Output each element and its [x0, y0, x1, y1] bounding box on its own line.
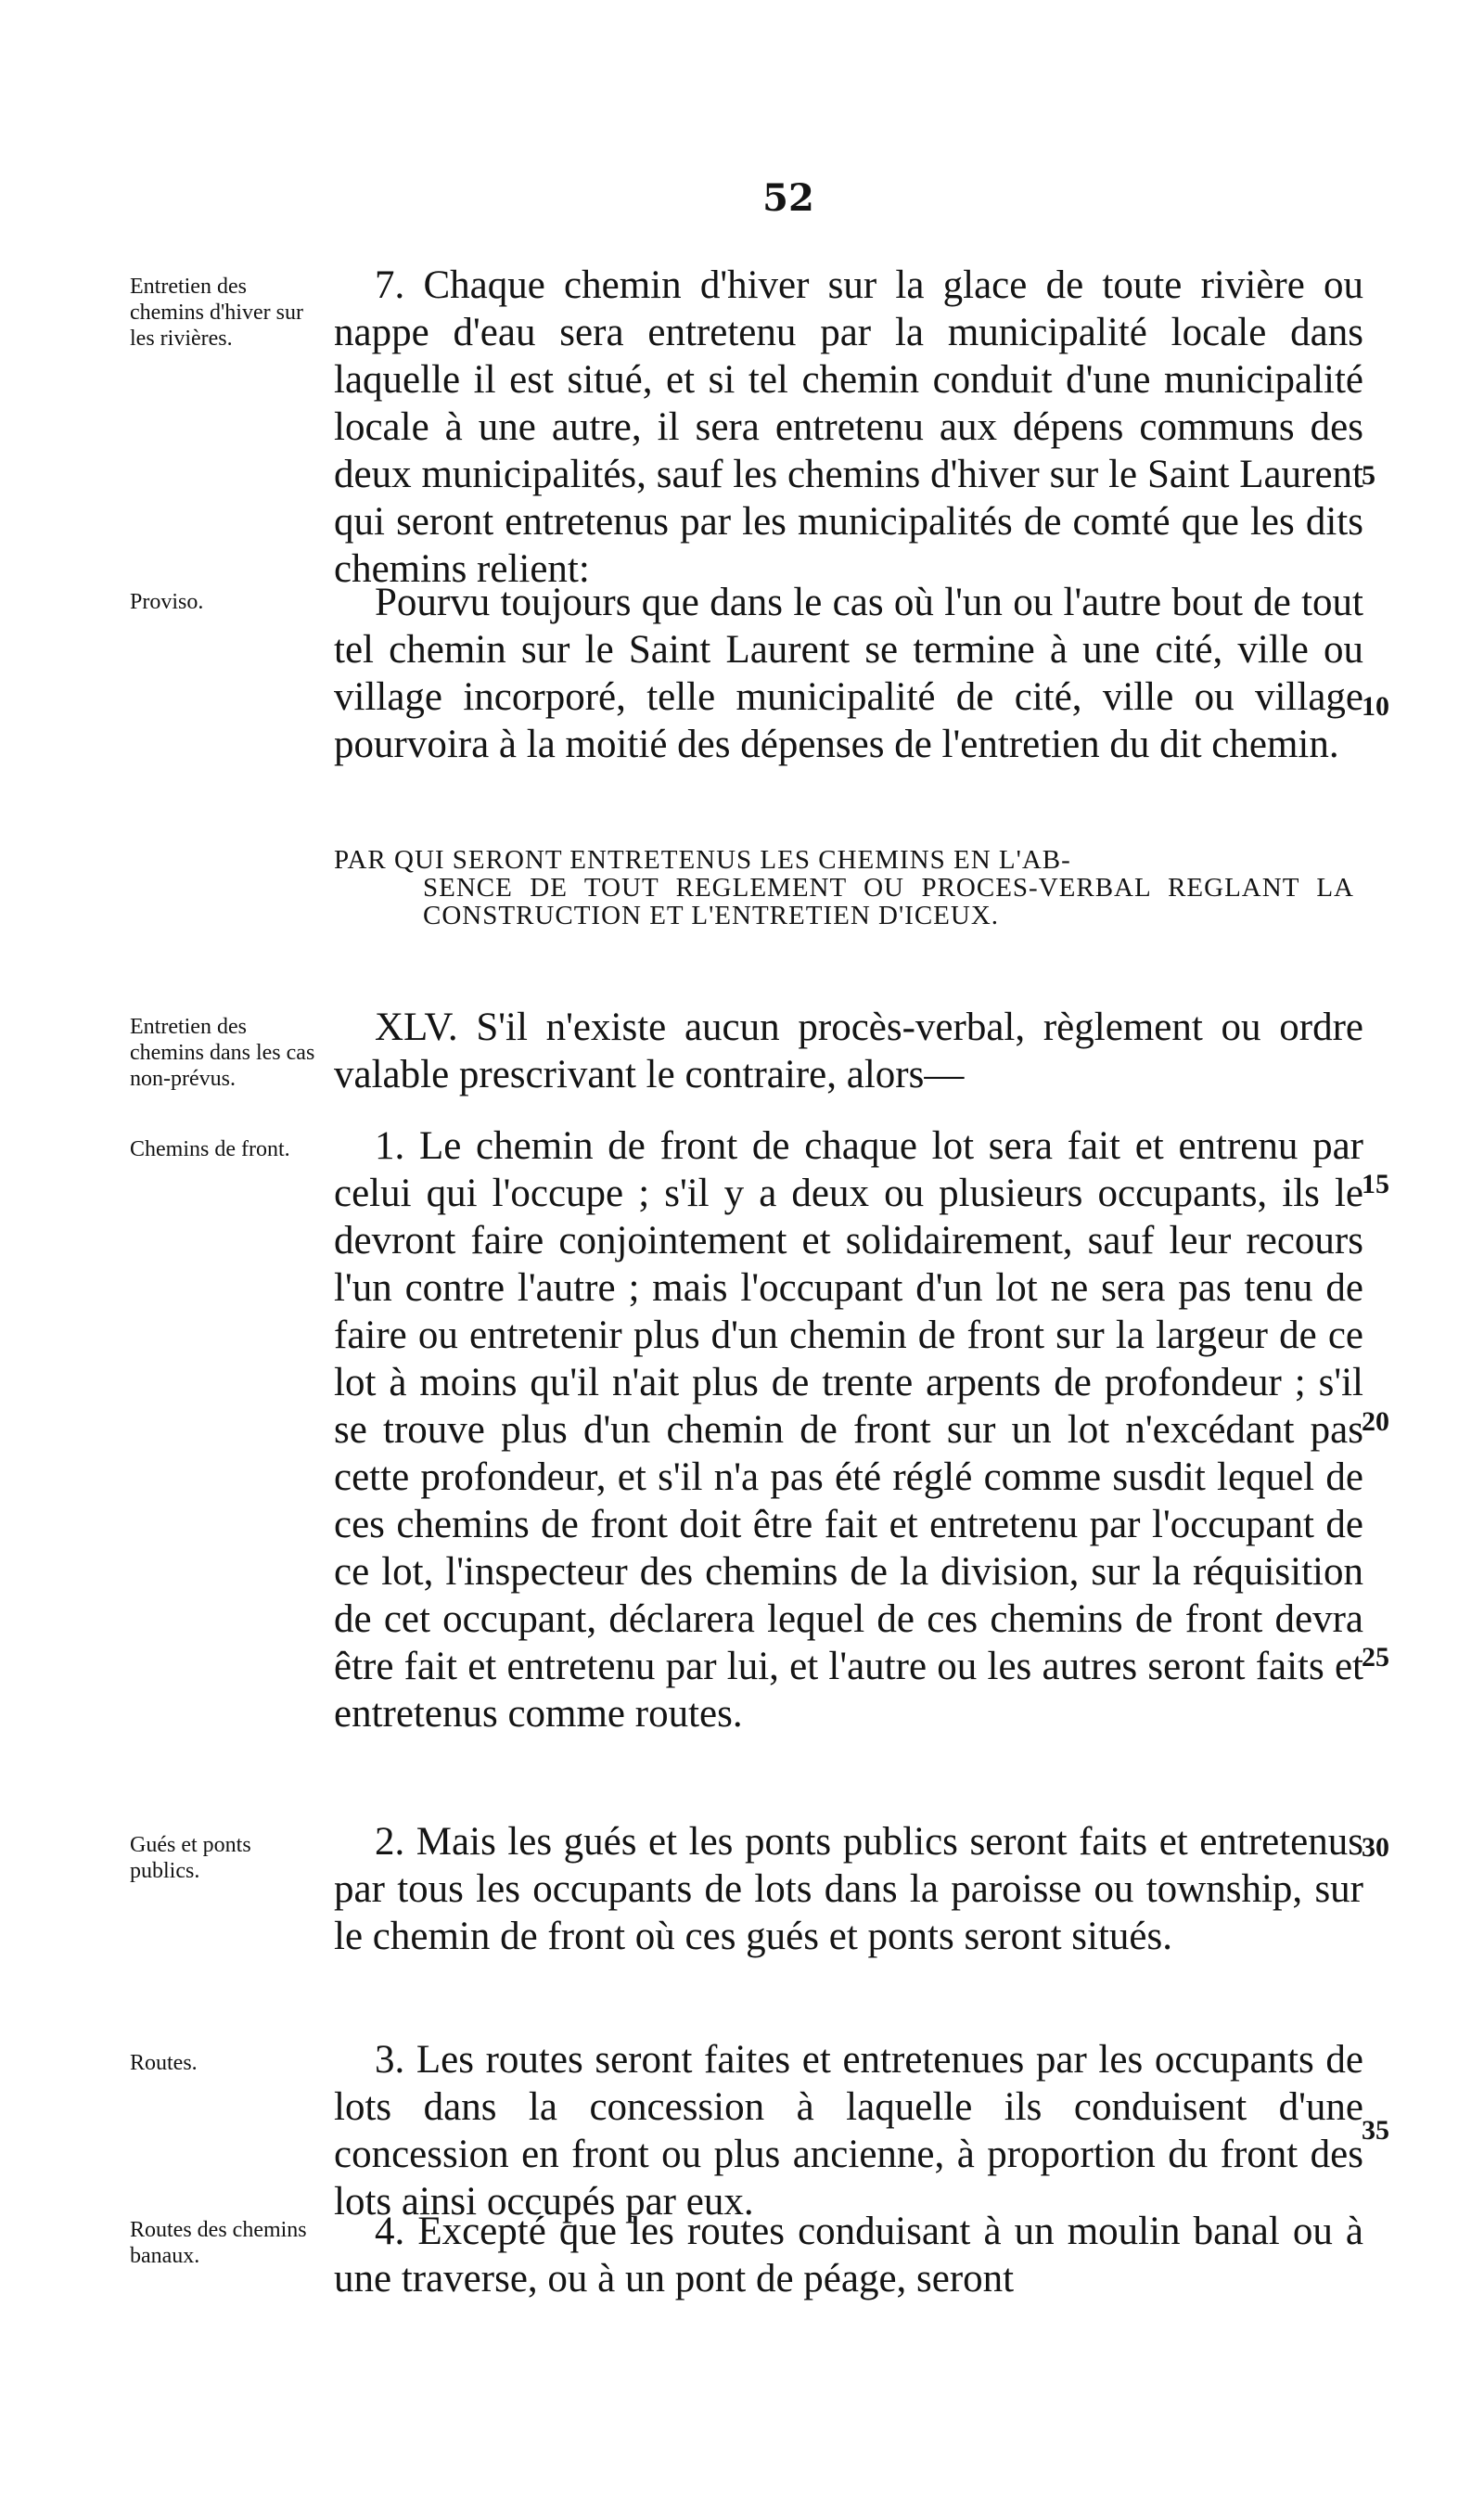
paragraph-1-front-roads: 1. Le chemin de front de chaque lot sera fait et entrenu par celui qui l'occupe ; s'il y a deux ou plusieurs occupants, ils le devront faire conjointement et solidairement, sauf leur recours l'un contre l'autre ; mais l'occupant d'un lot ne sera pas tenu de faire ou entretenir plus d'un chemin de front sur la largeur de ce lot à moins qu'il n'ait plus de trente arpents de profondeur ; s'il se trouve plus d'un chemin de front sur un lot n'excédant pas cette profondeur, et s'il n'a pas été réglé comme susdit lequel de ces chemins de front doit être fait et entretenu par l'occupant de ce lot, l'inspecteur des chemins de la division, sur la réquisition de cet occupant, déclarera lequel de ces chemins de front devra être fait et entretenu par lui, et l'autre ou les autres seront faits et entretenus comme routes. — [334, 1124, 1363, 1736]
page-number: 52 — [762, 176, 814, 220]
paragraph-xlv: XLV. S'il n'existe aucun procès-verbal, règlement ou ordre valable prescrivant le contraire, alors— — [334, 1006, 1363, 1096]
section-heading — [334, 846, 1354, 929]
line-number-10: 10 — [1362, 691, 1389, 722]
margin-note-routes: Routes. — [130, 2051, 198, 2075]
section-heading-continuation: SENCE DE TOUT REGLEMENT OU PROCES-VERBAL REGLANT LA CONSTRUCTION ET L'ENTRETIEN D'ICEUX. — [423, 873, 1354, 930]
paragraph-proviso: Pourvu toujours que dans le cas où l'un ou l'autre bout de tout tel chemin sur le Saint Laurent se termine à une cité, ville ou village incorporé, telle municipalité de cité, ville ou village pourvoira à la moitié des dépenses de l'entretien du dit chemin. — [334, 581, 1363, 766]
line-number-25: 25 — [1362, 1642, 1389, 1673]
line-number-5: 5 — [1362, 460, 1375, 491]
margin-note-front-roads: Chemins de front. — [130, 1137, 290, 1161]
paragraph-4-banal-routes: 4. Excepté que les routes conduisant à un moulin banal ou à une traverse, ou à un pont de péage, seront — [334, 2210, 1363, 2301]
margin-note-winter-roads: Entretien des chemins d'hiver sur les rivières. — [130, 275, 303, 351]
paragraph-7-winter-roads: 7. Chaque chemin d'hiver sur la glace de toute rivière ou nappe d'eau sera entretenu par la municipalité locale dans laquelle il est situé, et si tel chemin conduit d'une municipalité locale à une autre, il sera entretenu aux dépens communs des deux municipalités, sauf les chemins d'hiver sur le Saint Laurent qui seront entretenus par les municipalités de comté que les dits chemins relient: — [334, 263, 1363, 591]
paragraph-3-routes: 3. Les routes seront faites et entretenues par les occupants de lots dans la concession à laquelle ils conduisent d'une concession en front ou plus ancienne, à proportion du front des lots ainsi occupés par eux. — [334, 2038, 1363, 2224]
margin-note-unforeseen-cases: Entretien des chemins dans les cas non-prévus. — [130, 1015, 315, 1091]
margin-note-fords-bridges: Gués et ponts publics. — [130, 1833, 251, 1883]
margin-note-banal-routes: Routes des chemins banaux. — [130, 2218, 307, 2268]
margin-note-proviso: Proviso. — [130, 590, 204, 614]
line-number-15: 15 — [1362, 1169, 1389, 1199]
section-heading-first-line: PAR QUI SERONT ENTRETENUS LES CHEMINS EN L'AB- — [334, 845, 1071, 875]
line-number-20: 20 — [1362, 1406, 1389, 1437]
paragraph-2-fords-bridges: 2. Mais les gués et les ponts publics seront faits et entretenus par tous les occupants de lots dans la paroisse ou township, sur le chemin de front où ces gués et ponts seront situés. — [334, 1820, 1363, 1958]
line-number-35: 35 — [1362, 2115, 1389, 2146]
line-number-30: 30 — [1362, 1832, 1389, 1863]
